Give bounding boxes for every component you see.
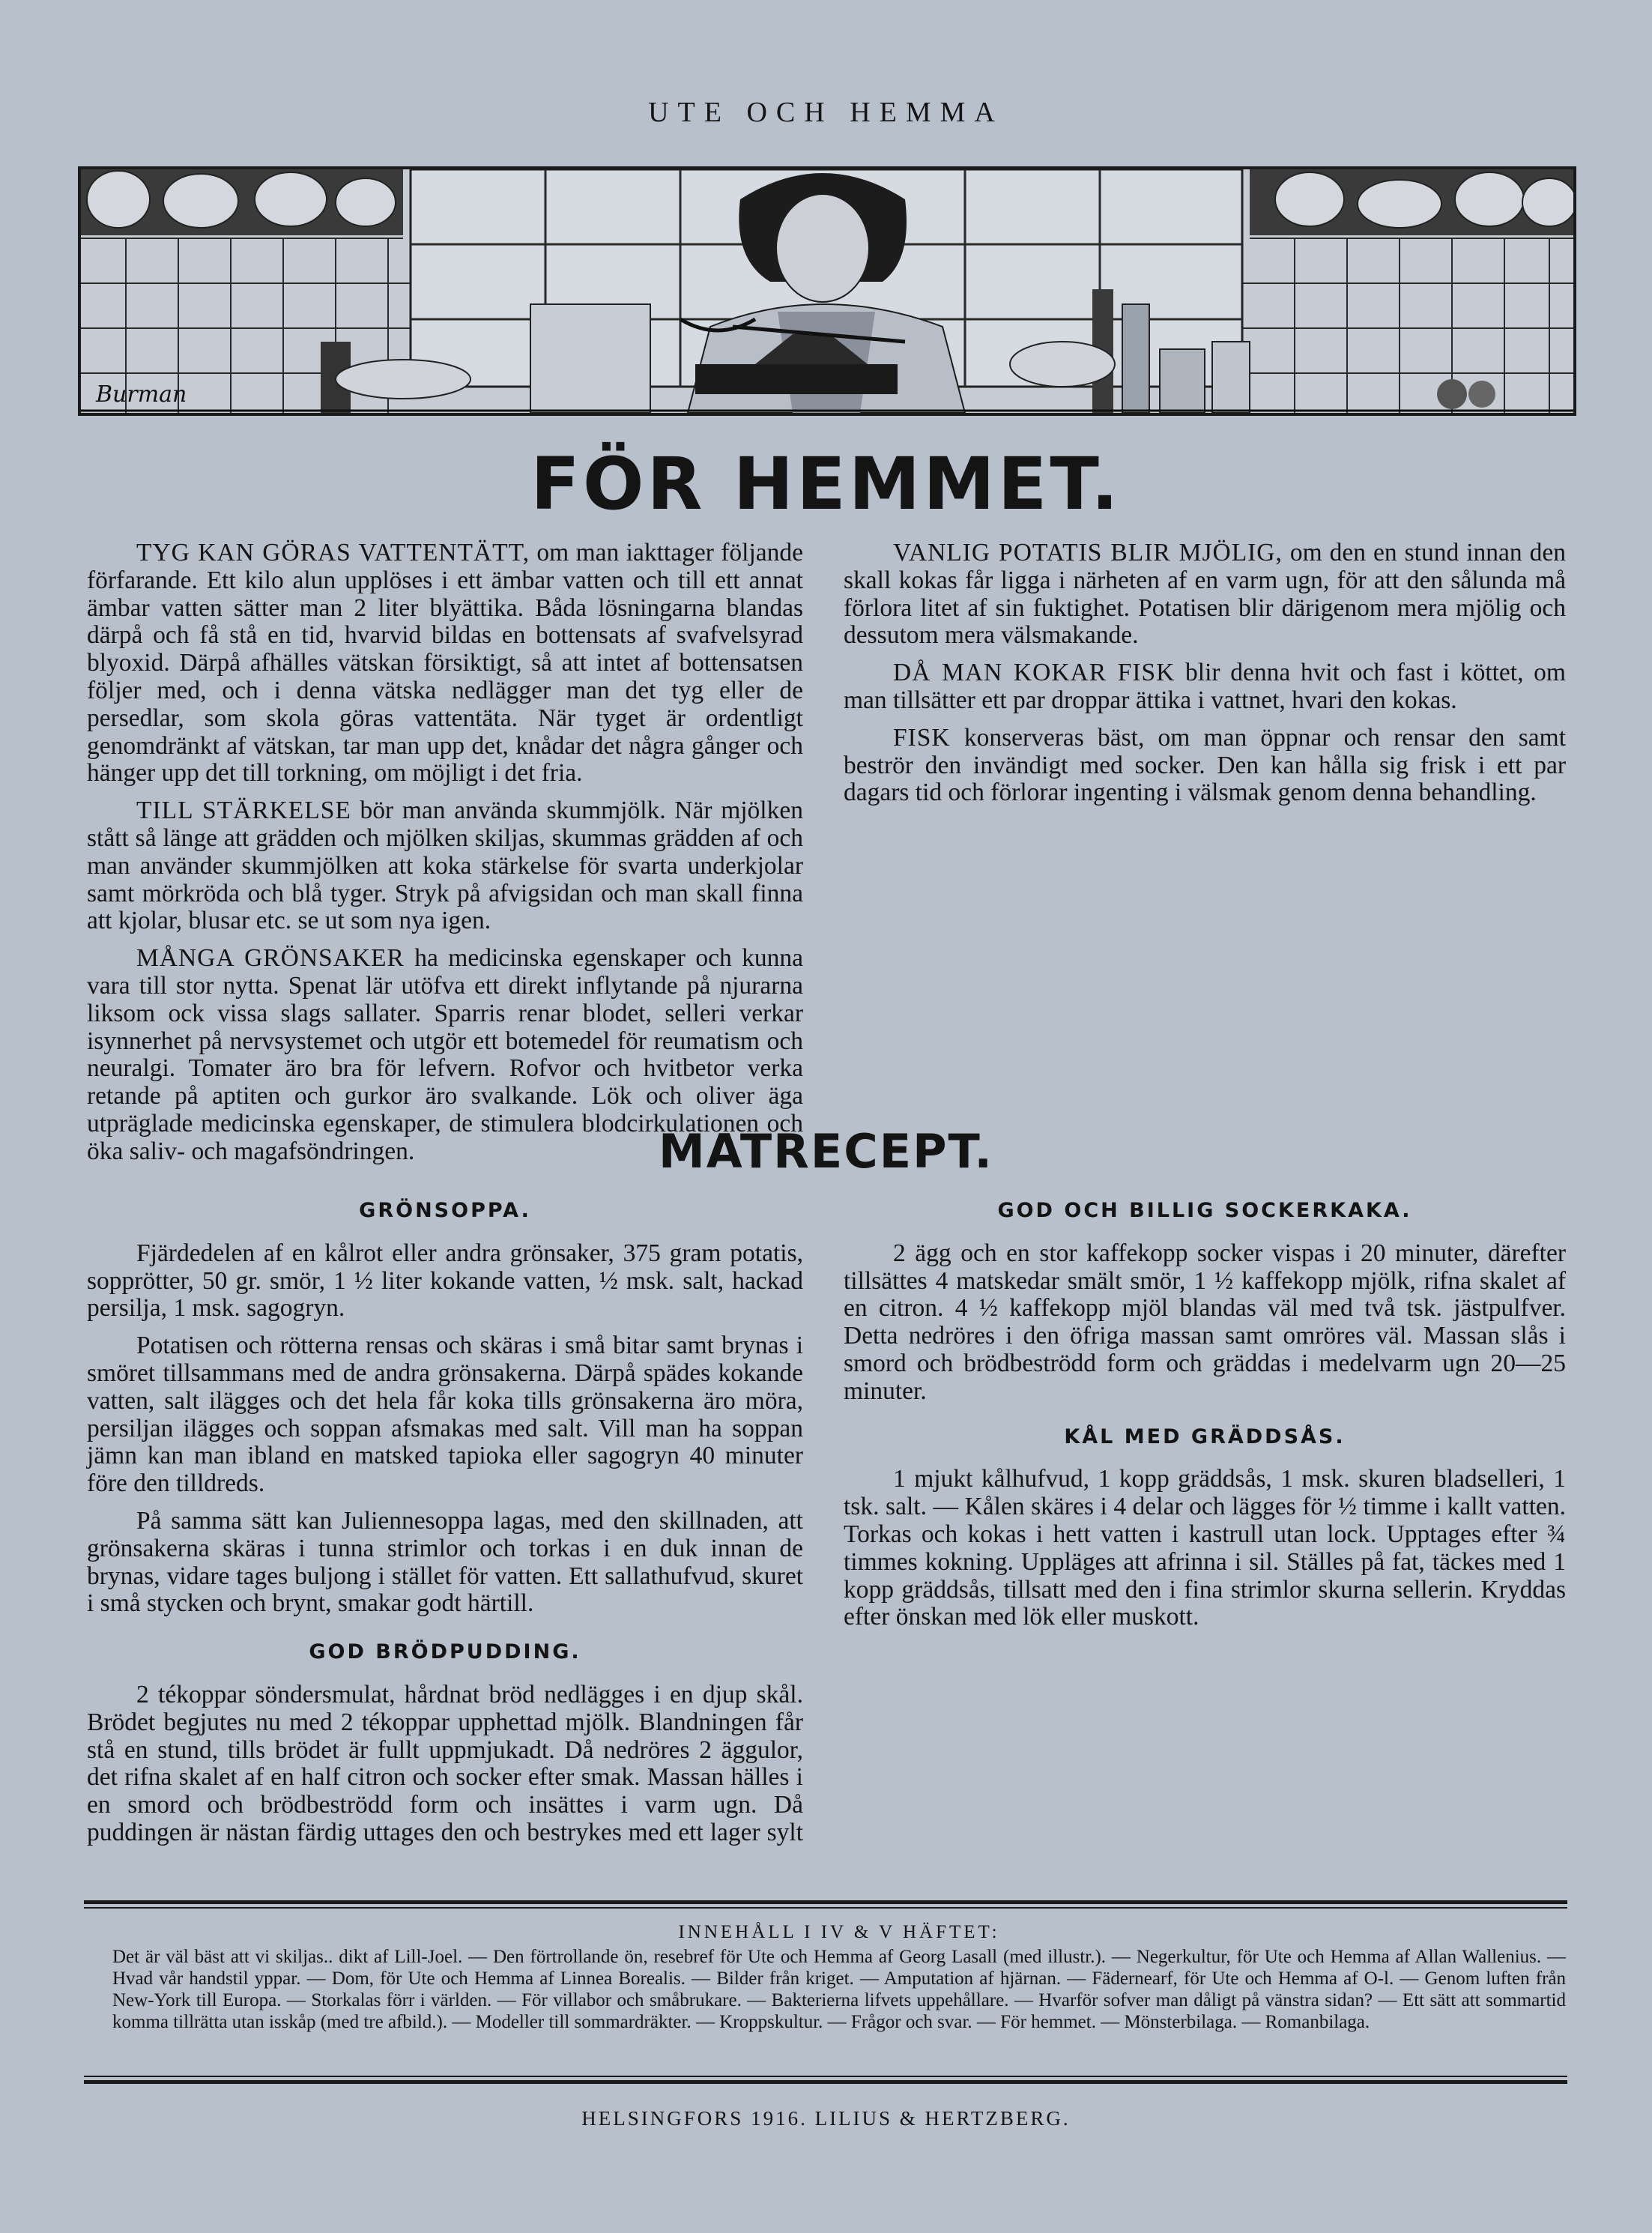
article-lead: TYG KAN GÖRAS VATTENTÄTT, xyxy=(136,539,530,566)
imprint: HELSINGFORS 1916. LILIUS & HERTZBERG. xyxy=(581,2107,1071,2130)
recipe-title: GRÖNSOPPA. xyxy=(359,1199,531,1222)
article-lead: DÅ MAN KOKAR FISK xyxy=(893,659,1176,687)
recipe-paragraph: 2 ägg och en stor kaffekopp socker vispas i 20 minuter, därefter tillsättes 4 matskedar smält smör, 1 ½ kaffekopp mjölk, rifna skalet af en citron. 4 ½ kaffekopp mjöl blandas väl med två tsk. jästpulfver. Detta nedröres i den öfriga massan samt omröres väl. Massan slås i smord och brödbeströdd form och gräddas i medelvarm ugn 20—25 minuter. xyxy=(844,1239,1566,1405)
recipes-column-left xyxy=(87,1190,803,1846)
article-lead: FISK xyxy=(893,723,951,752)
recipe-paragraph: 2 tékoppar söndersmulat, hårdnat bröd nedlägges i en djup skål. Brödet begjutes nu med 2 tékoppar upphettad mjölk. Blandningen får stå en stund, tills brödet är fullt uppmjukadt. Då nedröres 2 äggulor, det rifna skalet af en half citron och socker efter smak. Massan hälles i en smord och brödbeströdd form och insättes i varm ugn. Då puddingen är nästan färdig uttages den och bestrykes med ett lager sylt xyxy=(87,1681,803,1846)
divider-rule xyxy=(84,2076,1567,2077)
articles-column-left xyxy=(87,540,803,1166)
divider-rule xyxy=(84,1900,1567,1904)
article-text: om den en stund innan den skall kokas får ligga i närheten af en varm ugn, för att den sålunda må förlora litet af sin fuktighet. Potatisen blir därigenom mera mjölig och dessutom mera välsmakande. xyxy=(844,539,1567,650)
article-text: blir denna hvit och fast i köttet, om man tillsätter ett par droppar ättika i vattnet, hvari den kokas. xyxy=(844,659,1566,714)
recipe-paragraph: Fjärdedelen af en kålrot eller andra grönsaker, 375 gram potatis, sopprötter, 50 gr. smör, 1 ½ liter kokande vatten, ½ msk. salt, hackad persilja, 1 msk. sagogryn. xyxy=(87,1239,803,1323)
article-text: bör man använda skummjölk. När mjölken stått så länge att grädden och mjölken skiljas, skummas grädden af och man använder skummjölken att koka stärkelse för svarta underkjolar samt mörkröda och blå tyger. Stryk på afvigsidan och man skall finna att kjolar, blusar etc. se ut som nya igen. xyxy=(87,797,803,935)
article-paragraph xyxy=(844,540,1566,650)
section-title: MATRECEPT. xyxy=(659,1124,993,1179)
contents-box xyxy=(112,1921,1566,2033)
article-paragraph xyxy=(844,725,1566,807)
recipe-title: GOD OCH BILLIG SOCKERKAKA. xyxy=(997,1199,1412,1222)
running-title: UTE OCH HEMMA xyxy=(648,97,1004,128)
article-lead: TILL STÄRKELSE xyxy=(136,797,351,825)
kitchen-illustration xyxy=(78,166,1576,416)
articles-column-right xyxy=(844,540,1566,807)
contents-title: INNEHÅLL I IV & V HÄFTET: xyxy=(678,1922,1000,1942)
recipe-title: GOD BRÖDPUDDING. xyxy=(309,1640,581,1664)
article-lead: VANLIG POTATIS BLIR MJÖLIG, xyxy=(893,539,1283,566)
svg-text:Burman: Burman xyxy=(96,381,187,408)
article-text: ha medicinska egenskaper och kunna vara till stor nytta. Spenat lär utöfva ett direkt inflytande på njurarna liksom ock vissa slags sallater. Sparris renar blodet, selleri verkar isynnerhet på nervsystemet och utgör ett botemedel för reumatism och neuralgi. Tomater äro bra för lefvern. Rofvor och hvitbetor verka retande på aptiten och gurkor äro svalkande. Lök och oliver äga utpräglade medicinska egenskaper, de stimulera blodcirkulationen och öka saliv- och magafsöndringen. xyxy=(87,944,803,1165)
divider-rule xyxy=(84,2080,1567,2084)
article-text: om man iakttager följande förfarande. Ett kilo alun upplöses i ett ämbar vatten och till ett annat ämbar vatten sätter man 2 liter blyättika. Båda lösningarna blandas därpå och få stå en tid, hvarvid bildas en bottensats af svafvelsyrad blyoxid. Därpå afhälles vätskan försiktigt, så att intet af bottensatsen följer med, och i denna vätska nedlägger man det tyg eller de persedlar, som skola göras vattentäta. När tyget är ordentligt genomdränkt af vätskan, tar man upp det, knådar det några gånger och hänger upp det till torkning, om möjligt i det fria. xyxy=(87,539,804,788)
recipe-title: KÅL MED GRÄDDSÅS. xyxy=(1064,1424,1346,1448)
article-paragraph xyxy=(844,659,1566,715)
contents-body: Det är väl bäst att vi skiljas.. dikt af Lill-Joel. — Den förtrollande ön, resebref för Ute och Hemma af Georg Lasall (med illustr.). — Negerkultur, för Ute och Hemma af Allan Wallenius. — Hvad vår handstil yppar. — Dom, för Ute och Hemma af Linnea Borealis. — Bilder från kriget. — Amputation af hjärnan. — Fädernearf, för Ute och Hemma af O-l. — Genom luften från New-York till Europa. — Storkalas förr i världen. — För villabor och småbrukare. — Bakterierna lifvets uppehållare. — Hvarför sofver man dåligt på vänstra sidan? — Ett sätt att sommartid komma tillrätta utan isskåp (med tre afbild.). — Modeller till sommardräkter. — Kroppskultur. — Frågor och svar. — För hemmet. — Mönsterbilaga. — Romanbilaga. xyxy=(112,1947,1566,2032)
recipe-paragraph: På samma sätt kan Juliennesoppa lagas, med den skillnaden, att grönsakerna skäras i tunna strimlor och torkas i en duk innan de brynas, vidare tages buljong i stället för vatten. Ett sallathufvud, skuret i små stycken och brynt, smakar godt härtill. xyxy=(87,1506,803,1618)
divider-rule xyxy=(84,1907,1567,1909)
recipe-paragraph: Potatisen och rötterna rensas och skäras i små bitar samt brynas i smöret tillsammans med de andra grönsakerna. Därpå spädes kokande vatten, salt ilägges och det hela får koka tills grönsakerna äro möra, persiljan ilägges och soppan afsmakas med salt. Vill man ha soppan jämn kan man ibland en matsked tapioka eller sagogryn 40 minuter före den tilldreds. xyxy=(87,1332,803,1498)
article-text: konserveras bäst, om man öppnar och rensar den samt beströr den invändigt med socker. Den kan hålla sig frisk i ett par dagars tid och förlorar ingenting i välsmak genom denna behandling. xyxy=(844,723,1566,807)
article-paragraph xyxy=(87,797,803,935)
article-lead: MÅNGA GRÖNSAKER xyxy=(136,944,405,973)
recipe-paragraph: 1 mjukt kålhufvud, 1 kopp gräddsås, 1 msk. skuren bladselleri, 1 tsk. salt. — Kålen skäres i 4 delar och lägges för ½ timme i kallt vatten. Torkas och kokas i hett vatten i kastrull utan lock. Upptages efter ¾ timmes kokning. Uppläges att afrinna i sil. Ställes på fat, täckes med 1 kopp gräddsås, tillsatt med den i fina strimlor skurna sellerin. Kryddas efter önskan med lök eller muskott. xyxy=(844,1465,1566,1631)
recipes-column-right xyxy=(844,1190,1566,1631)
main-title: FÖR HEMMET. xyxy=(530,442,1122,526)
article-paragraph xyxy=(87,540,803,788)
